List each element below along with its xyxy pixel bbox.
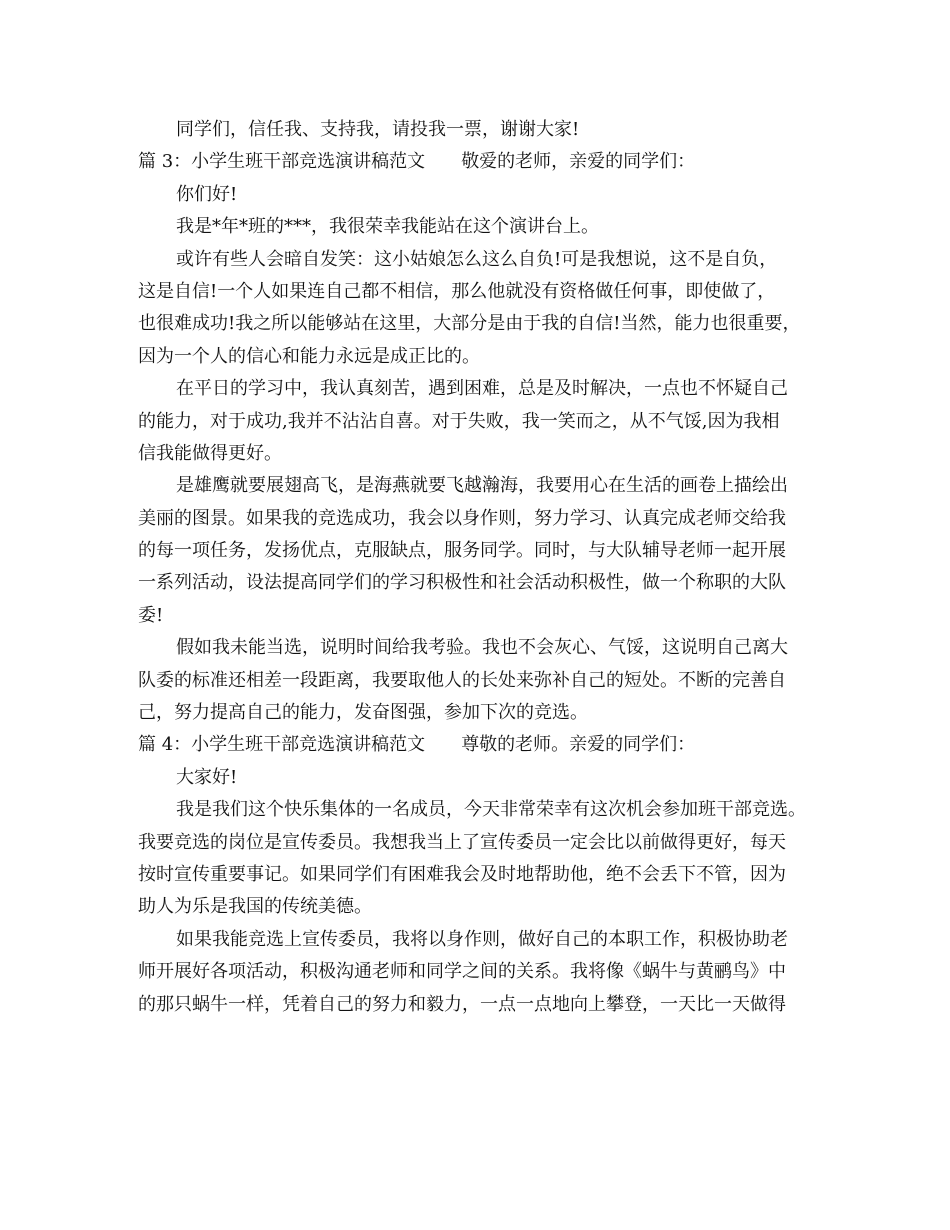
- paragraph-line: 一系列活动，设法提高同学们的学习积极性和社会活动积极性，做一个称职的大队: [138, 572, 786, 594]
- paragraph-line: 的每一项任务，发扬优点，克服缺点，服务同学。同时，与大队辅导老师一起开展: [138, 540, 786, 562]
- section-greeting: 尊敬的老师。亲爱的同学们：: [461, 734, 696, 756]
- paragraph-line: 你们好!: [176, 183, 238, 205]
- section-title: 篇 4：小学生班干部竞选演讲稿范文: [138, 734, 426, 756]
- paragraph-line: 因为一个人的信心和能力永远是成正比的。: [138, 345, 480, 367]
- paragraph-line: 按时宣传重要事记。如果同学们有困难我会及时地帮助他，绝不会丢下不管，因为: [138, 863, 786, 885]
- document-page: [138, 114, 824, 1021]
- paragraph-line: 队委的标准还相差一段距离，我要取他人的长处来弥补自己的短处。不断的完善自: [138, 669, 786, 691]
- paragraph-line: 大家好!: [176, 766, 238, 788]
- paragraph-line: 我是*年*班的***，我很荣幸我能站在这个演讲台上。: [176, 216, 599, 238]
- paragraph-line: 如果我能竞选上宣传委员，我将以身作则，做好自己的本职工作，积极协助老: [176, 928, 788, 950]
- paragraph-line: 美丽的图景。如果我的竞选成功，我会以身作则，努力学习、认真完成老师交给我: [138, 507, 786, 529]
- paragraph-line: 是雄鹰就要展翅高飞，是海燕就要飞越瀚海，我要用心在生活的画卷上描绘出: [176, 475, 788, 497]
- section-greeting: 敬爱的老师，亲爱的同学们：: [461, 151, 696, 173]
- paragraph-line: 己，努力提高自己的能力，发奋图强，参加下次的竞选。: [138, 702, 588, 724]
- paragraph-line: 在平日的学习中，我认真刻苦，遇到困难，总是及时解决，一点也不怀疑自己: [176, 378, 788, 400]
- paragraph-line: 这是自信!一个人如果连自己都不相信，那么他就没有资格做任何事，即使做了，: [138, 280, 776, 302]
- paragraph-line: 委!: [138, 604, 164, 626]
- paragraph-line: 同学们，信任我、支持我，请投我一票，谢谢大家!: [176, 119, 580, 140]
- paragraph-line: 的能力，对于成功,我并不沾沾自喜。对于失败，我一笑而之，从不气馁,因为我相: [138, 410, 780, 432]
- section-heading-3: [138, 146, 824, 178]
- paragraph-line: 信我能做得更好。: [138, 442, 282, 464]
- paragraph-line: 我是我们这个快乐集体的一名成员，今天非常荣幸有这次机会参加班干部竞选。: [176, 799, 806, 821]
- paragraph-line: 的那只蜗牛一样，凭着自己的努力和毅力，一点一点地向上攀登，一天比一天做得: [138, 993, 786, 1015]
- paragraph-line: 我要竞选的岗位是宣传委员。我想我当上了宣传委员一定会比以前做得更好，每天: [138, 831, 786, 853]
- paragraph-line: 或许有些人会暗自发笑：这小姑娘怎么这么自负!可是我想说，这不是自负，: [176, 248, 778, 270]
- section-heading-4: [138, 729, 824, 761]
- section-title: 篇 3：小学生班干部竞选演讲稿范文: [138, 151, 426, 173]
- paragraph-line: 助人为乐是我国的传统美德。: [138, 896, 372, 918]
- paragraph-line: 假如我未能当选，说明时间给我考验。我也不会灰心、气馁，这说明自己离大: [176, 637, 788, 659]
- paragraph-line: 师开展好各项活动，积极沟通老师和同学之间的关系。我将像《蜗牛与黄鹂鸟》中: [138, 961, 786, 983]
- paragraph-line: 也很难成功!我之所以能够站在这里，大部分是由于我的自信!当然，能力也很重要，: [138, 313, 801, 335]
